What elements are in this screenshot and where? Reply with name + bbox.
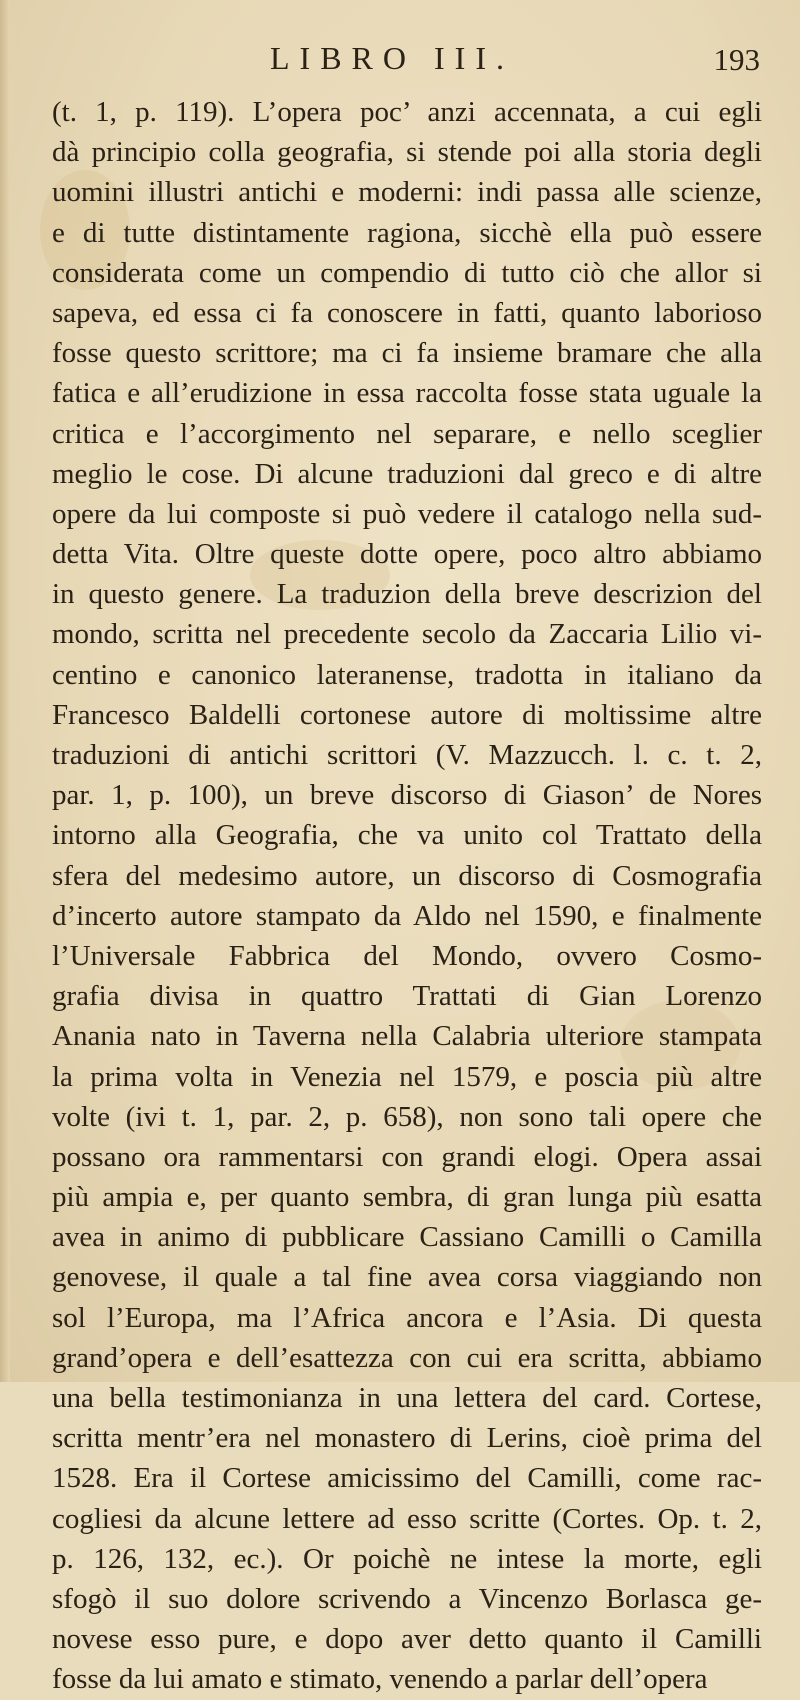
text-line: intorno alla Geografia, che va unito col Trattato della bbox=[52, 819, 762, 852]
text-line: Francesco Baldelli cortonese autore di moltissime altre bbox=[52, 698, 762, 731]
text-line: cogliesi da alcune lettere ad esso scritte (Cortes. Op. t. 2, bbox=[52, 1502, 762, 1535]
text-line: p. 126, 132, ec.). Or poichè ne intese la morte, egli bbox=[52, 1542, 762, 1575]
text-line: sfogò il suo dolore scrivendo a Vincenzo Borlasca ge- bbox=[52, 1582, 762, 1615]
text-line: sfera del medesimo autore, un discorso di Cosmografia bbox=[52, 859, 762, 892]
text-line: grand’opera e dell’esattezza con cui era scritta, abbiamo bbox=[52, 1341, 762, 1374]
text-line: più ampia e, per quanto sembra, di gran lunga più esatta bbox=[52, 1181, 762, 1214]
page-number: 193 bbox=[713, 42, 760, 77]
text-line: considerata come un compendio di tutto ciò che allor si bbox=[52, 256, 762, 289]
text-line: traduzioni di antichi scrittori (V. Mazzucch. l. c. t. 2, bbox=[52, 739, 762, 771]
text-line: dà principio colla geografia, si stende poi alla storia degli bbox=[52, 136, 762, 169]
text-line: meglio le cose. Di alcune traduzioni dal greco e di altre bbox=[52, 457, 762, 490]
page-header bbox=[40, 40, 770, 84]
text-line: e di tutte distintamente ragiona, sicchè ella può essere bbox=[52, 216, 762, 249]
text-line: Anania nato in Taverna nella Calabria ulteriore stampata bbox=[52, 1020, 762, 1053]
text-line: opere da lui composte si può vedere il catalogo nella sud- bbox=[52, 497, 762, 530]
text-line: scritta mentr’era nel monastero di Lerins, cioè prima del bbox=[52, 1422, 762, 1455]
text-line: detta Vita. Oltre queste dotte opere, poco altro abbiamo bbox=[52, 538, 762, 571]
text-line: una bella testimonianza in una lettera del card. Cortese, bbox=[52, 1382, 762, 1414]
body-text bbox=[52, 92, 762, 1700]
text-line: d’incerto autore stampato da Aldo nel 1590, e finalmente bbox=[52, 899, 762, 932]
text-line: 1528. Era il Cortese amicissimo del Camilli, come rac- bbox=[52, 1462, 762, 1495]
text-line: critica e l’accorgimento nel separare, e nello sceglier bbox=[52, 417, 762, 450]
text-line: uomini illustri antichi e moderni: indi passa alle scienze, bbox=[52, 176, 762, 209]
text-line: par. 1, p. 100), un breve discorso di Giason’ de Nores bbox=[52, 779, 762, 812]
text-line: centino e canonico lateranense, tradotta in italiano da bbox=[52, 658, 762, 691]
running-title: LIBRO III. bbox=[270, 40, 514, 76]
text-line: sol l’Europa, ma l’Africa ancora e l’Asia. Di questa bbox=[52, 1301, 762, 1334]
text-line: (t. 1, p. 119). L’opera poc’ anzi accennata, a cui egli bbox=[52, 96, 762, 128]
text-line: in questo genere. La traduzion della breve descrizion del bbox=[52, 578, 762, 611]
text-line: possano ora rammentarsi con grandi elogi. Opera assai bbox=[52, 1140, 762, 1173]
text-line: avea in animo di pubblicare Cassiano Camilli o Camilla bbox=[52, 1221, 762, 1254]
text-line: grafia divisa in quattro Trattati di Gian Lorenzo bbox=[52, 980, 762, 1013]
page-gutter bbox=[0, 0, 10, 1382]
text-line: fatica e all’erudizione in essa raccolta fosse stata uguale la bbox=[52, 377, 762, 410]
text-line: mondo, scritta nel precedente secolo da Zaccaria Lilio vi- bbox=[52, 618, 762, 651]
text-line: genovese, il quale a tal fine avea corsa viaggiando non bbox=[52, 1261, 762, 1294]
text-line: fosse da lui amato e stimato, venendo a parlar dell’opera bbox=[52, 1663, 708, 1696]
text-line: sapeva, ed essa ci fa conoscere in fatti, quanto laborioso bbox=[52, 296, 762, 329]
text-line: la prima volta in Venezia nel 1579, e poscia più altre bbox=[52, 1060, 762, 1093]
text-line: fosse questo scrittore; ma ci fa insieme bramare che alla bbox=[52, 337, 762, 370]
text-line: volte (ivi t. 1, par. 2, p. 658), non sono tali opere che bbox=[52, 1100, 762, 1133]
text-line: novese esso pure, e dopo aver detto quanto il Camilli bbox=[52, 1623, 762, 1656]
text-line: l’Universale Fabbrica del Mondo, ovvero Cosmo- bbox=[52, 939, 762, 972]
